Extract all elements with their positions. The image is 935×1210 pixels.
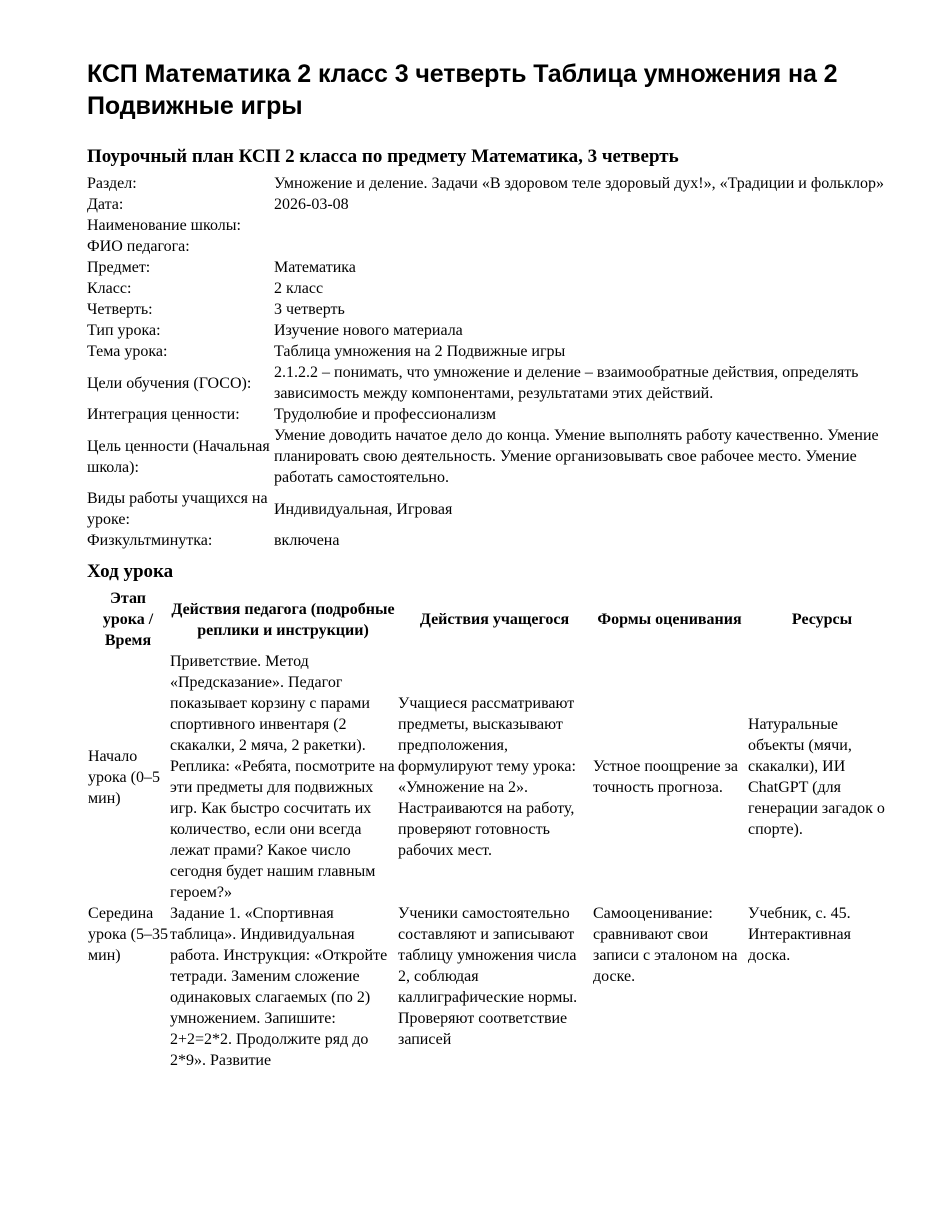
meta-row [87,194,902,215]
meta-value: включена [274,532,340,549]
meta-key: Тема урока: [87,343,168,360]
meta-row [87,488,902,530]
meta-value: Таблица умножения на 2 Подвижные игры [274,343,566,360]
meta-key: ФИО педагога: [87,238,190,255]
header-stage: Этап урока / Время [102,590,154,649]
meta-row [87,257,902,278]
header-teacher-actions: Действия педагога (подробные реплики и инструкции) [171,600,395,639]
meta-row [87,236,902,257]
meta-value: 2.1.2.2 – понимать, что умножение и деление – взаимообратные действия, определять зависимость между компонентами, результатами этих действий. [274,364,859,402]
meta-row [87,341,902,362]
cell-student-actions: Ученики самостоятельно составляют и записывают таблицу умножения числа 2, соблюдая каллиграфические нормы. Проверяют соответствие записей [398,905,578,1048]
meta-value: Трудолюбие и профессионализм [274,406,496,423]
meta-key: Интеграция ценности: [87,406,240,423]
table-row [87,651,897,903]
meta-value: 3 четверть [274,301,345,318]
table-row [87,903,897,1071]
header-assessment: Формы оценивания [597,611,742,628]
cell-resources: Учебник, с. 45. Интерактивная доска. [748,905,852,964]
meta-key: Физкультминутка: [87,532,213,549]
meta-row [87,299,902,320]
meta-key: Виды работы учащихся на уроке: [87,490,268,528]
meta-value: 2026-03-08 [274,196,349,213]
meta-value: Умножение и деление. Задачи «В здоровом теле здоровый дух!», «Традиции и фольклор» [274,175,885,192]
meta-row [87,404,902,425]
meta-value: Умение доводить начатое дело до конца. Умение выполнять работу качественно. Умение планировать свою деятельность. Умение организовывать свое рабочее место. Умение работать самостоятельно. [274,427,879,486]
meta-key: Дата: [87,196,124,213]
lesson-meta [87,173,902,551]
meta-key: Четверть: [87,301,153,318]
cell-student-actions: Учащиеся рассматривают предметы, высказывают предположения, формулируют тему урока: «Умножение на 2». Настраиваются на работу, проверяют готовность рабочих мест. [398,695,576,859]
meta-row [87,173,902,194]
cell-stage: Середина урока (5–35 мин) [88,905,168,964]
table-header-row [87,588,897,651]
meta-value: 2 класс [274,280,324,297]
cell-teacher-actions: Задание 1. «Спортивная таблица». Индивидуальная работа. Инструкция: «Откройте тетради. Заменим сложение одинаковых слагаемых (по 2) умножением. Запишите: 2+2=2*2. Продолжите ряд до 2*9». Развитие [170,905,388,1069]
meta-key: Цели обучения (ГОСО): [87,374,252,392]
document-page [87,58,902,1071]
cell-stage: Начало урока (0–5 мин) [88,747,160,807]
meta-key: Предмет: [87,259,151,276]
cell-resources: Натуральные объекты (мячи, скакалки), ИИ ChatGPT (для генерации загадок о спорте). [748,716,885,838]
meta-value: Индивидуальная, Игровая [274,500,453,518]
meta-row [87,362,902,404]
meta-row [87,278,902,299]
meta-value: Математика [274,259,356,276]
lesson-heading: Ход урока [87,561,174,582]
meta-key: Тип урока: [87,322,161,339]
cell-assessment: Устное поощрение за точность прогноза. [593,758,738,796]
meta-row [87,215,902,236]
meta-key: Цель ценности (Начальная школа): [87,437,270,476]
meta-key: Наименование школы: [87,217,241,234]
meta-key: Раздел: [87,175,137,192]
lesson-table [87,588,897,1071]
meta-key: Класс: [87,280,132,297]
cell-teacher-actions: Приветствие. Метод «Предсказание». Педагог показывает корзину с парами спортивного инвентаря (2 скакалки, 2 мяча, 2 ракетки). Реплика: «Ребята, посмотрите на эти предметы для подвижных игр. Как быстро сосчитать их количество, если они всегда лежат прами? Какое число сегодня будет нашим главным героем?» [170,653,395,901]
meta-row [87,320,902,341]
header-student-actions: Действия учащегося [419,611,570,628]
meta-row [87,425,902,488]
header-resources: Ресурсы [791,611,853,628]
plan-subtitle: Поурочный план КСП 2 класса по предмету Математика, 3 четверть [87,146,679,167]
page-title: КСП Математика 2 класс 3 четверть Таблица умножения на 2 Подвижные игры [87,60,838,120]
cell-assessment: Самооценивание: сравнивают свои записи с эталоном на доске. [593,905,738,985]
meta-value: Изучение нового материала [274,322,463,339]
meta-row [87,530,902,551]
